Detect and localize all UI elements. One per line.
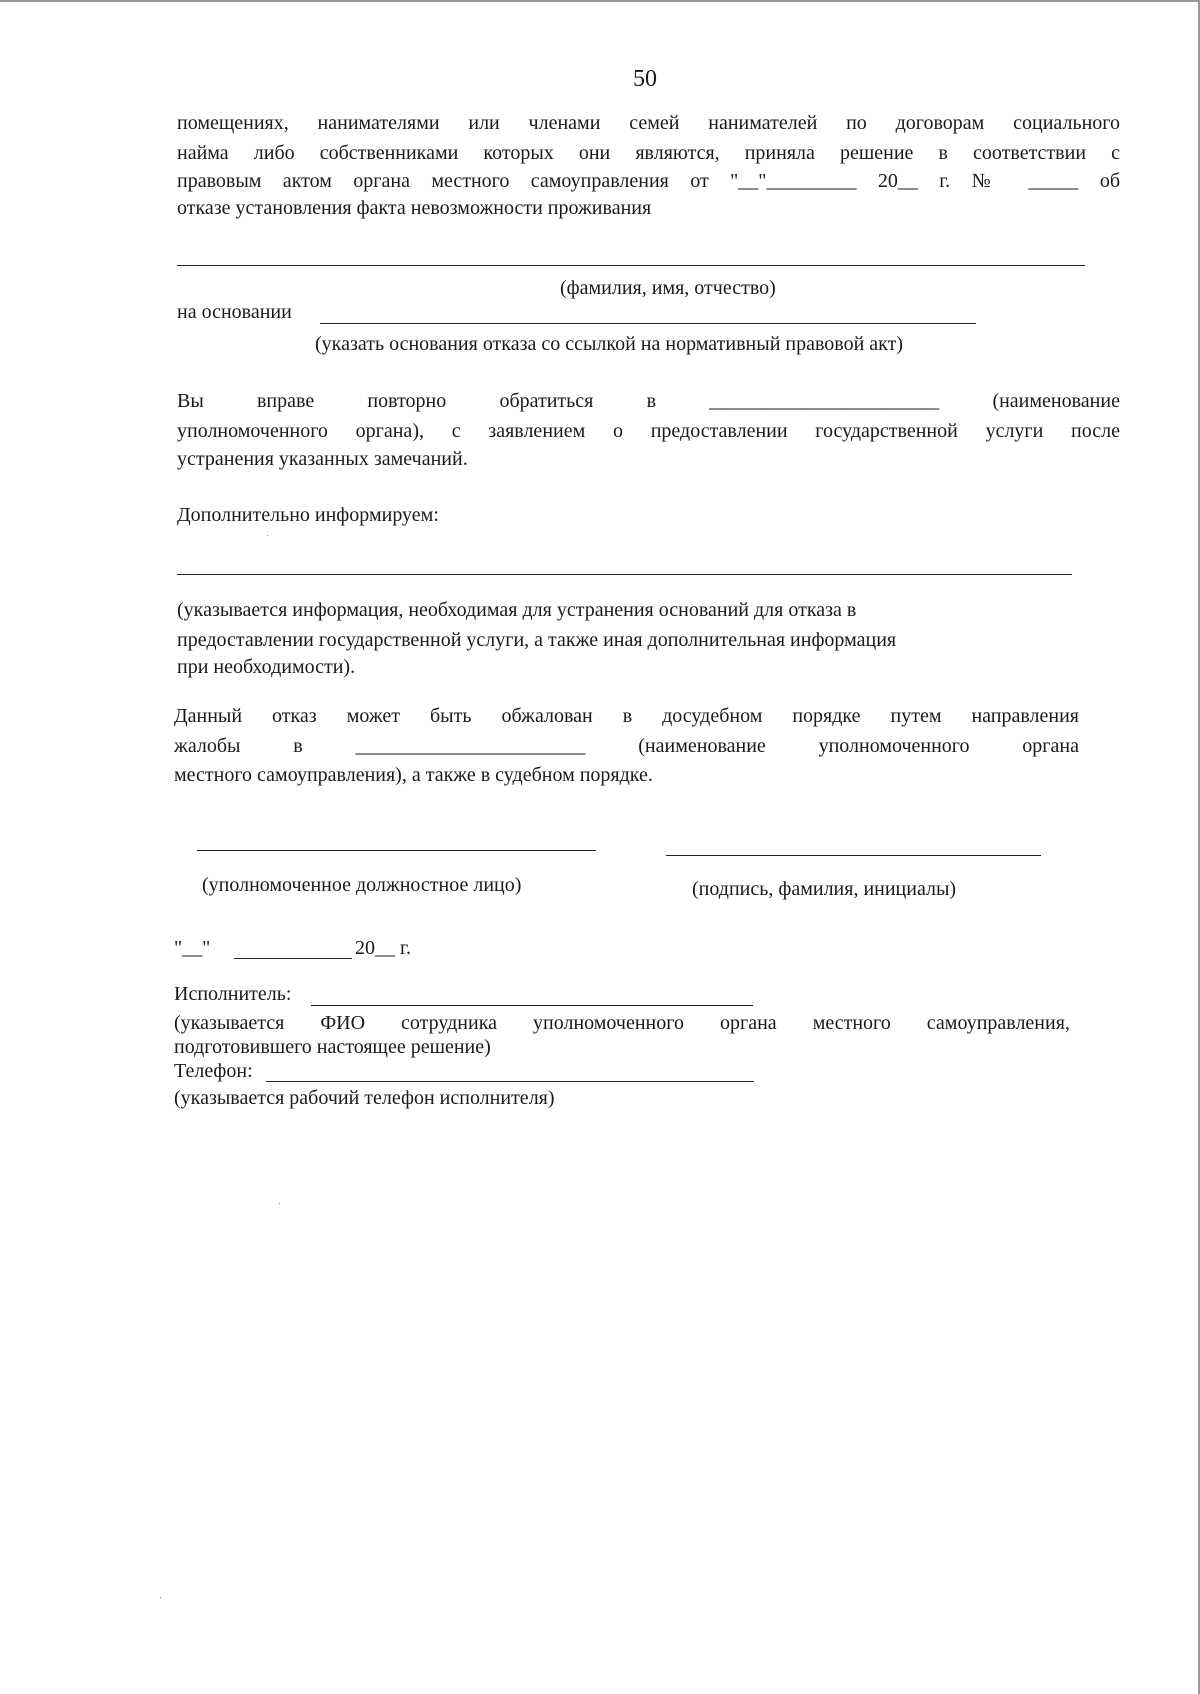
date-quote: "__" (174, 937, 211, 959)
reapply-word-2: вправе (256, 390, 315, 412)
appeal-word-4: (наименование (638, 735, 766, 757)
executor-label: Исполнитель: (174, 983, 292, 1005)
reapply-line1 (177, 388, 1120, 415)
reapply-line3: устранения указанных замечаний. (177, 448, 468, 470)
signature-caption: (подпись, фамилия, инициалы) (692, 878, 957, 900)
appeal-line1: Данный отказ может быть обжалован в досудебном порядке путем направления (174, 705, 1079, 727)
basis-label: на основании (177, 301, 292, 323)
appeal-word-6: органа (1022, 735, 1079, 757)
scan-speck (160, 1597, 161, 1598)
paragraph1-line1: помещениях, нанимателями или членами семей нанимателей по договорам социального (177, 112, 1120, 134)
executor-caption-line1 (174, 1010, 1070, 1037)
scan-speck (279, 1203, 280, 1204)
reapply-line2: уполномоченного органа), с заявлением о предоставлении государственной услуги после (177, 420, 1120, 442)
date-blank-line (234, 958, 352, 959)
additional-caption-line2: предоставлении государственной услуги, а также иная дополнительная информация (177, 629, 897, 651)
reapply-blank: _______________________ (709, 390, 940, 412)
executor-blank-line (311, 1005, 753, 1006)
executor-caption-word-4: уполномоченного (533, 1012, 684, 1034)
executor-caption-word-7: самоуправления, (926, 1012, 1070, 1034)
reapply-word-1: Вы (177, 390, 204, 412)
appeal-line3: местного самоуправления), а также в судебном порядке. (174, 764, 653, 786)
basis-blank-line (320, 323, 976, 324)
paragraph1-line3: правовым актом органа местного самоуправления от "__"_________ 20__ г. № _____ об (177, 170, 1120, 192)
scan-speck (267, 535, 268, 536)
additional-caption-line3: при необходимости). (177, 656, 356, 678)
page-number: 50 (633, 66, 657, 92)
executor-caption-line2: подготовившего настоящее решение) (174, 1036, 491, 1058)
reapply-word-5: в (646, 390, 657, 412)
additional-blank-line (177, 574, 1072, 575)
appeal-word-2: в (293, 735, 303, 757)
phone-label: Телефон: (174, 1060, 253, 1082)
executor-caption-word-5: органа (720, 1012, 777, 1034)
additional-caption-line1: (указывается информация, необходимая для устранения оснований для отказа в (177, 599, 857, 621)
paragraph1-line4: отказе установления факта невозможности проживания (177, 197, 652, 219)
appeal-word-1: жалобы (174, 735, 241, 757)
date-year: 20__ г. (355, 937, 411, 959)
executor-caption-word-2: ФИО (320, 1012, 366, 1034)
appeal-word-5: уполномоченного (818, 735, 970, 757)
appeal-blank: _______________________ (355, 735, 586, 757)
page-top-edge (0, 0, 1200, 2)
executor-caption-word-6: местного (812, 1012, 891, 1034)
official-caption: (уполномоченное должностное лицо) (202, 874, 522, 896)
phone-caption: (указывается рабочий телефон исполнителя) (174, 1087, 555, 1109)
paragraph1-line2: найма либо собственниками которых они являются, приняла решение в соответствии с (177, 142, 1120, 164)
fio-blank-line (177, 265, 1085, 266)
fio-caption: (фамилия, имя, отчество) (560, 277, 776, 299)
reapply-word-7: (наименование (992, 390, 1120, 412)
phone-blank-line (266, 1081, 754, 1082)
basis-caption: (указать основания отказа со ссылкой на нормативный правовой акт) (315, 333, 904, 355)
executor-caption-word-3: сотрудника (401, 1012, 497, 1034)
executor-caption-word-1: (указывается (174, 1012, 285, 1034)
additional-label: Дополнительно информируем: (177, 504, 439, 526)
signature-line (666, 855, 1041, 856)
reapply-word-3: повторно (367, 390, 447, 412)
appeal-line2 (174, 733, 1079, 760)
official-signature-line (197, 850, 596, 851)
reapply-word-4: обратиться (499, 390, 594, 412)
